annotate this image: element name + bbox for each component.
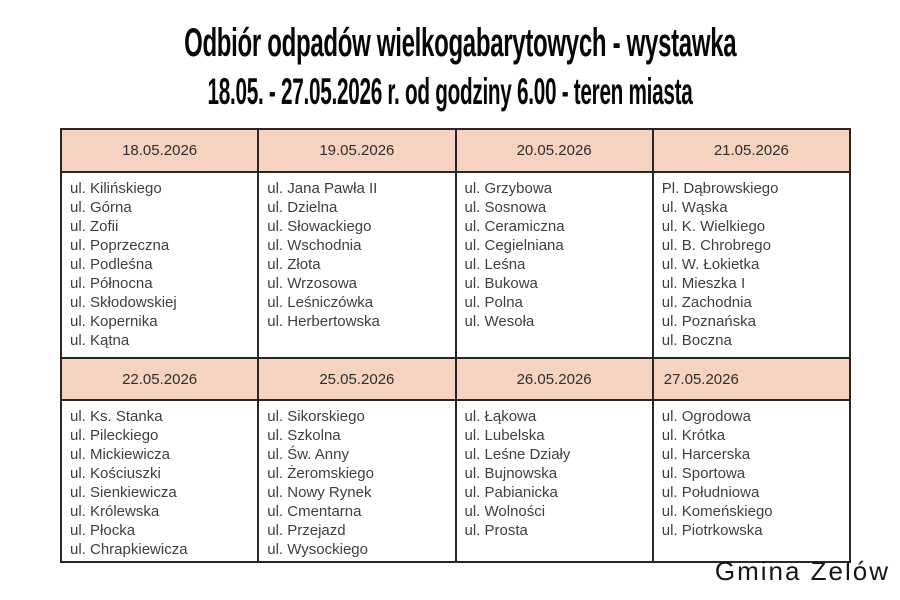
street-item: ul. Skłodowskiej	[70, 294, 177, 311]
street-item: Pl. Dąbrowskiego	[661, 180, 779, 197]
street-item: ul. Poprzeczna	[70, 237, 170, 254]
street-item: ul. Mickiewicza	[70, 446, 171, 463]
street-item: ul. Św. Anny	[267, 446, 349, 463]
street-item: ul. Złota	[267, 256, 321, 273]
schedule-cell	[61, 172, 258, 358]
street-item: ul. Grzybowa	[464, 180, 553, 197]
street-list	[267, 407, 446, 559]
street-item: ul. Wesoła	[464, 313, 535, 330]
street-item: ul. Komeńskiego	[661, 503, 773, 520]
street-item: ul. Południowa	[661, 484, 760, 501]
street-list	[70, 179, 249, 350]
street-item: ul. Bukowa	[464, 275, 538, 292]
street-item: ul. Leśne Działy	[464, 446, 571, 463]
date-header-25-05: 25.05.2026	[258, 358, 455, 400]
street-item: ul. Piotrkowska	[661, 522, 763, 539]
page-subtitle-wrap	[0, 73, 900, 112]
street-item: ul. Szkolna	[267, 427, 341, 444]
date-header-27-05: 27.05.2026	[653, 358, 850, 400]
street-item: ul. Pileckiego	[70, 427, 159, 444]
date-header-20-05: 20.05.2026	[456, 129, 653, 172]
street-item: ul. Północna	[70, 275, 153, 292]
street-item: ul. Kościuszki	[70, 465, 161, 482]
street-item: ul. Prosta	[464, 522, 528, 539]
streets-row	[61, 400, 850, 562]
street-item: ul. Ks. Stanka	[70, 408, 163, 425]
street-item: ul. Boczna	[661, 332, 732, 349]
street-item: ul. Herbertowska	[267, 313, 380, 330]
street-item: ul. Wschodnia	[267, 237, 362, 254]
street-item: ul. Sienkiewicza	[70, 484, 177, 501]
street-item: ul. Zofii	[70, 218, 119, 235]
schedule-cell	[456, 172, 653, 358]
header-block	[0, 22, 900, 112]
street-item: ul. Kilińskiego	[70, 180, 162, 197]
street-item: ul. W. Łokietka	[661, 256, 760, 273]
date-header-22-05: 22.05.2026	[61, 358, 258, 400]
street-item: ul. Lubelska	[464, 427, 545, 444]
schedule-cell	[258, 400, 455, 562]
schedule-cell	[653, 172, 850, 358]
streets-row	[61, 172, 850, 358]
schedule-cell	[258, 172, 455, 358]
street-item: ul. Cegielniana	[464, 237, 564, 254]
date-header-19-05: 19.05.2026	[258, 129, 455, 172]
street-item: ul. Zachodnia	[661, 294, 752, 311]
street-item: ul. Sportowa	[661, 465, 746, 482]
street-item: ul. Cmentarna	[267, 503, 362, 520]
street-item: ul. Chrapkiewicza	[70, 541, 188, 558]
page-title: Odbiór odpadów wielkogabarytowych - wystawka	[184, 21, 737, 65]
street-item: ul. Wysockiego	[267, 541, 368, 558]
street-list	[662, 179, 841, 350]
schedule-cell	[456, 400, 653, 562]
street-item: ul. Królewska	[70, 503, 160, 520]
date-header-18-05: 18.05.2026	[61, 129, 258, 172]
page-subtitle: 18.05. - 27.05.2026 r. od godziny 6.00 - teren miasta	[207, 71, 693, 112]
street-list	[662, 407, 841, 540]
street-item: ul. Leśna	[464, 256, 526, 273]
street-item: ul. Pabianicka	[464, 484, 558, 501]
street-item: ul. Mieszka I	[661, 275, 746, 292]
street-item: ul. Ceramiczna	[464, 218, 565, 235]
street-item: ul. Wąska	[661, 199, 728, 216]
street-item: ul. B. Chrobrego	[661, 237, 771, 254]
date-header-row	[61, 358, 850, 400]
street-item: ul. Kopernika	[70, 313, 158, 330]
street-item: ul. Podleśna	[70, 256, 153, 273]
street-item: ul. Górna	[70, 199, 132, 216]
street-list	[70, 407, 249, 559]
street-item: ul. Kątna	[70, 332, 130, 349]
street-item: ul. Dzielna	[267, 199, 338, 216]
schedule-cell	[653, 400, 850, 562]
street-item: ul. K. Wielkiego	[661, 218, 766, 235]
street-item: ul. Sikorskiego	[267, 408, 365, 425]
street-item: ul. Wrzosowa	[267, 275, 358, 292]
date-header-26-05: 26.05.2026	[456, 358, 653, 400]
street-list	[465, 179, 644, 331]
street-item: ul. Bujnowska	[464, 465, 558, 482]
collection-schedule-table	[60, 128, 851, 563]
street-list	[267, 179, 446, 331]
street-item: ul. Przejazd	[267, 522, 346, 539]
street-item: ul. Sosnowa	[464, 199, 547, 216]
street-item: ul. Poznańska	[661, 313, 756, 330]
street-item: ul. Ogrodowa	[661, 408, 751, 425]
street-item: ul. Krótka	[661, 427, 726, 444]
street-item: ul. Słowackiego	[267, 218, 372, 235]
street-item: ul. Wolności	[464, 503, 546, 520]
street-item: ul. Łąkowa	[464, 408, 537, 425]
date-header-row	[61, 129, 850, 172]
street-item: ul. Płocka	[70, 522, 136, 539]
schedule-cell	[61, 400, 258, 562]
page-title-wrap	[0, 22, 900, 64]
date-header-21-05: 21.05.2026	[653, 129, 850, 172]
street-item: ul. Żeromskiego	[267, 465, 374, 482]
street-item: ul. Jana Pawła II	[267, 180, 378, 197]
street-item: ul. Polna	[464, 294, 523, 311]
gmina-zelow-logo: Gmina Zelów	[714, 556, 890, 586]
street-item: ul. Nowy Rynek	[267, 484, 372, 501]
street-item: ul. Harcerska	[661, 446, 751, 463]
street-item: ul. Leśniczówka	[267, 294, 374, 311]
street-list	[465, 407, 644, 540]
